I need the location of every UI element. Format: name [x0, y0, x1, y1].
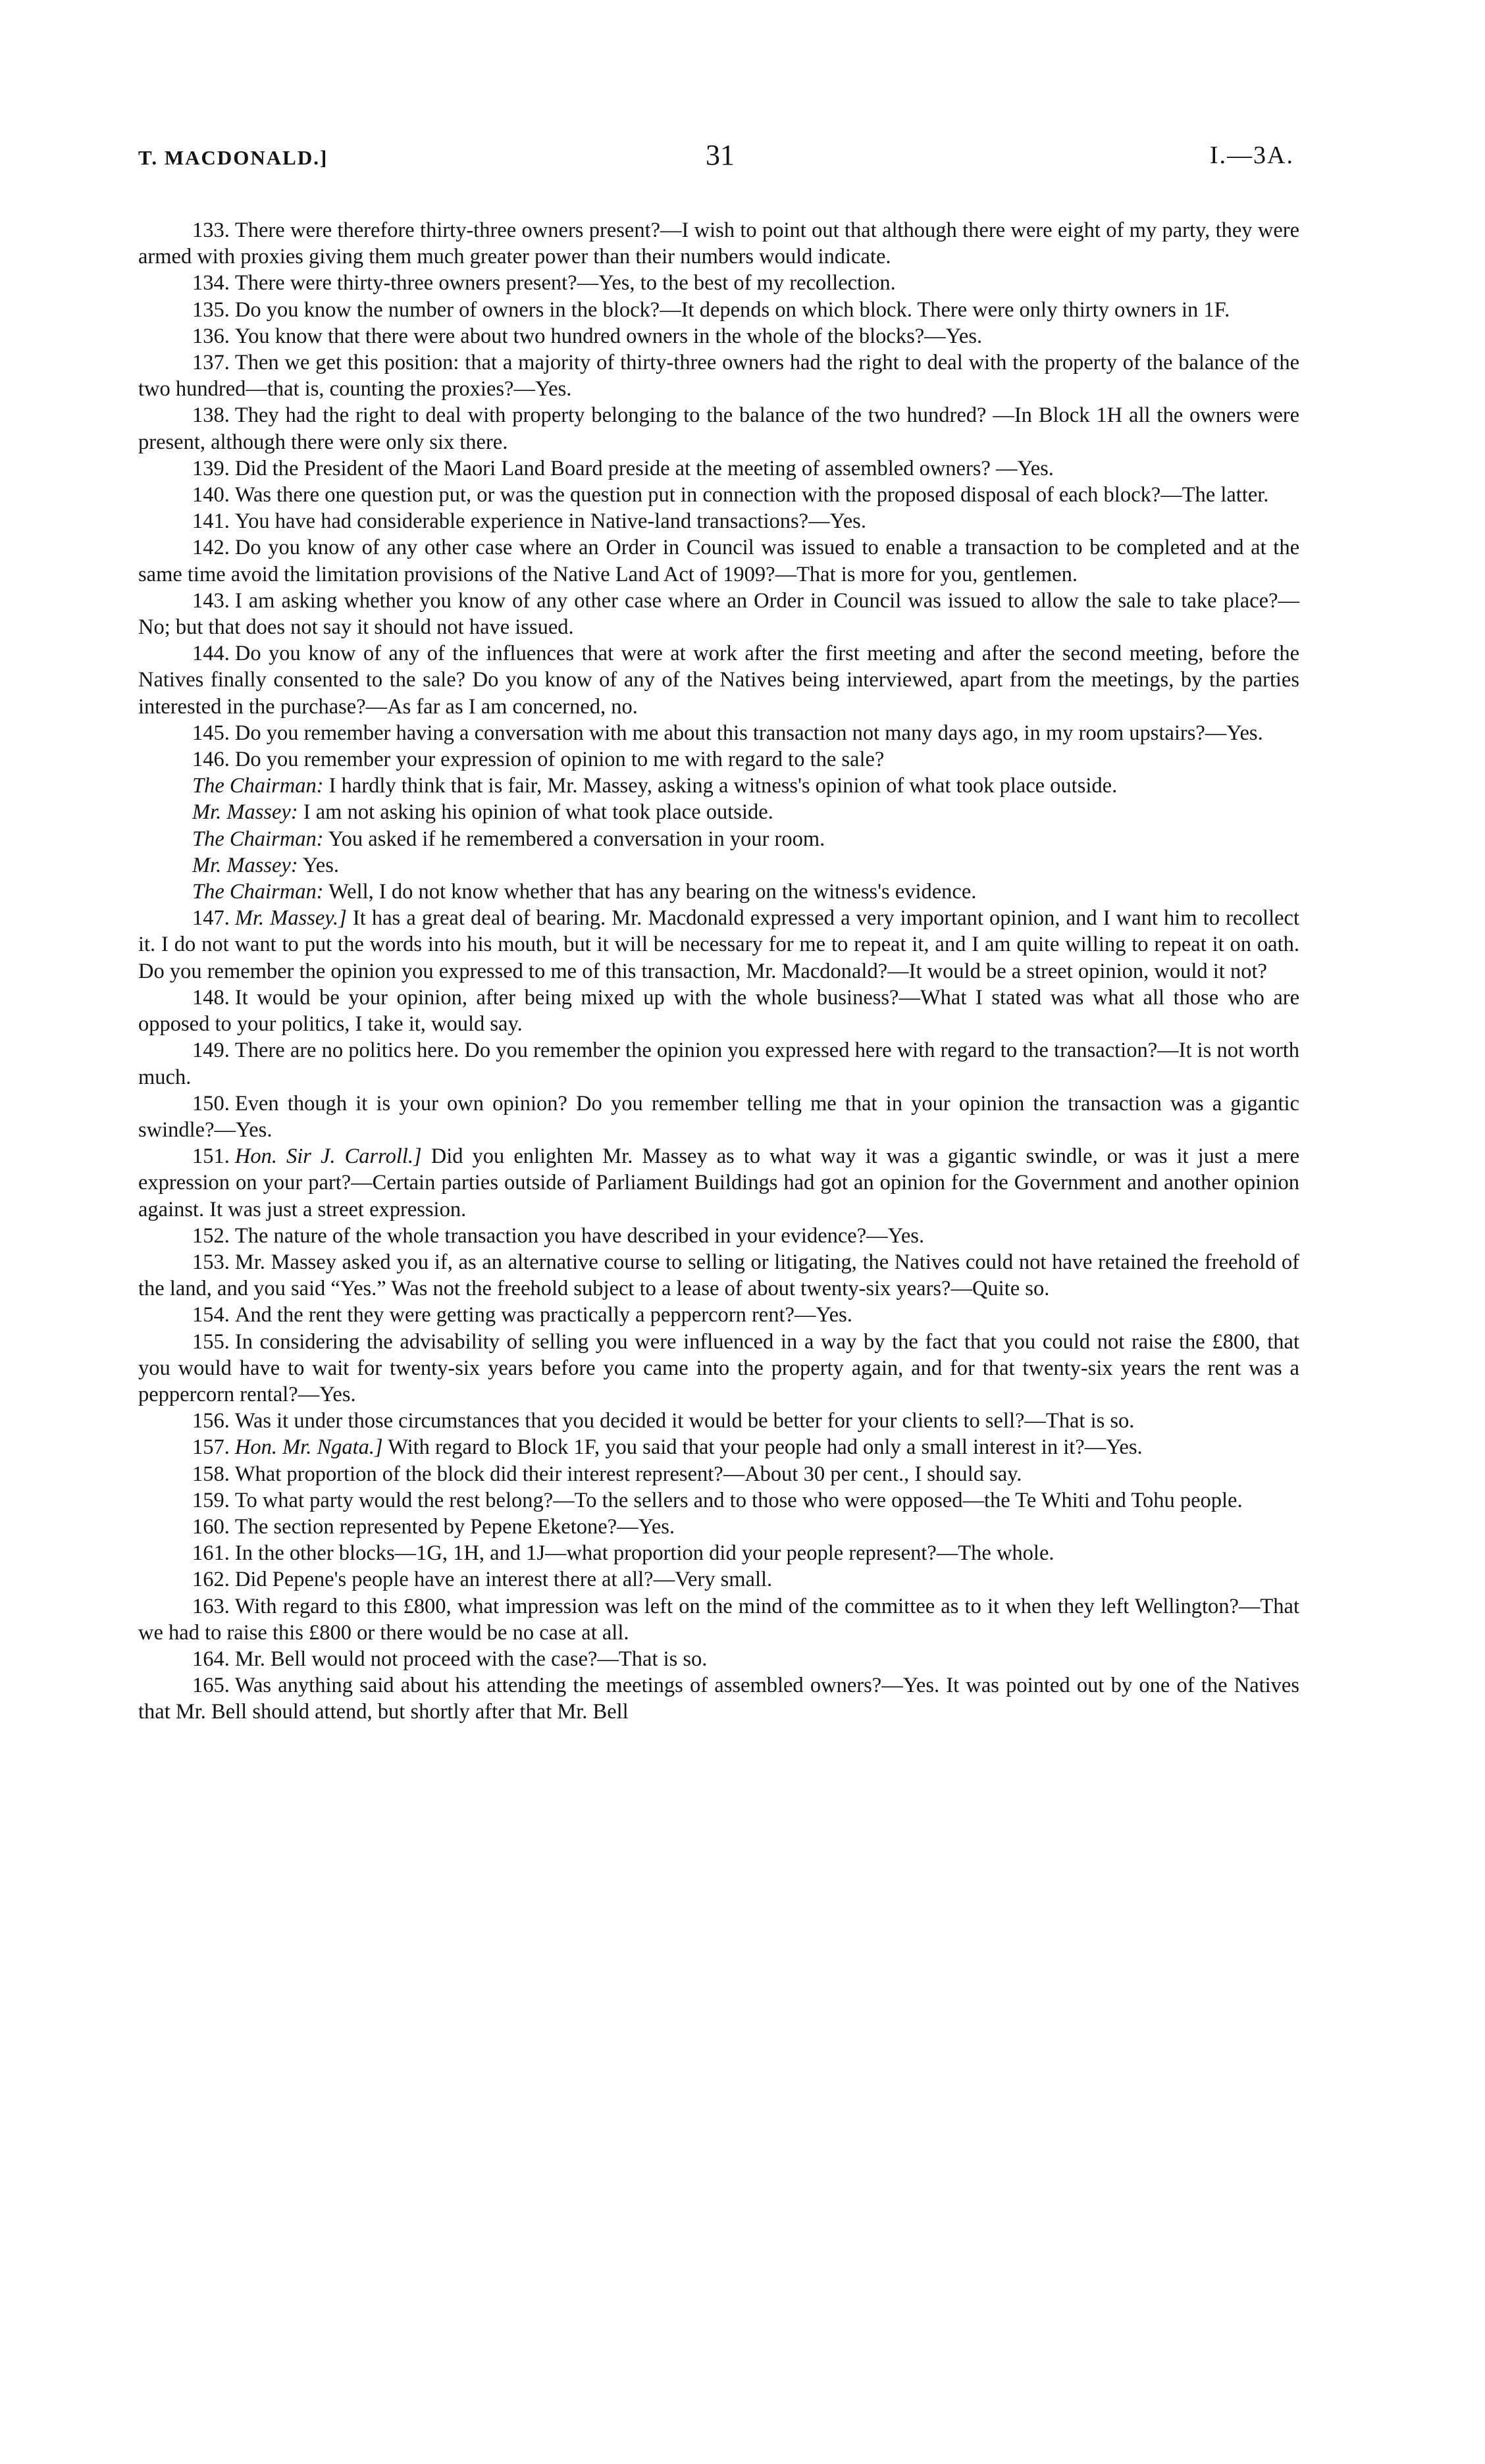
question-151: 151. Hon. Sir J. Carroll.] Did you enlighten Mr. Massey as to what way it was a gigantic swindle, or was it just a mere expression on your part?—Certain parties outside of Parliament Buildings had got an opinion for the Government and another opinion against. It was just a street expression. [138, 1144, 1299, 1221]
question-150: 150. Even though it is your own opinion? Do you remember telling me that in your opinion the transaction was a gigantic swindle?—Yes. [138, 1091, 1299, 1142]
question-153: 153. Mr. Massey asked you if, as an alternative course to selling or litigating, the Natives could not have retained the freehold of the land, and you said “Yes.” Was not the freehold subject to a lease of about twenty-six years?—Quite so. [138, 1250, 1299, 1301]
question-137: 137. Then we get this position: that a majority of thirty-three owners had the right to deal with the property of the balance of the two hundred—that is, counting the proxies?—Yes. [138, 351, 1299, 401]
question-149: 149. There are no politics here. Do you remember the opinion you expressed here with regard to the transaction?—It is not worth much. [138, 1039, 1299, 1089]
question-163: 163. With regard to this £800, what impression was left on the mind of the committee as to it when they left Wellington?—That we had to raise this £800 or there would be no case at all. [138, 1594, 1299, 1645]
speaker-remark: Mr. Massey: Yes. [192, 853, 340, 877]
question-140: 140. Was there one question put, or was the question put in connection with the proposed disposal of each block?—The latter. [192, 483, 1269, 507]
question-134: 134. There were thirty-three owners present?—Yes, to the best of my recollection. [192, 271, 896, 295]
question-147: 147. Mr. Massey.] It has a great deal of bearing. Mr. Macdonald expressed a very important opinion, and I want him to recollect it. I do not want to put the words into his mouth, but it will be necessary for me to repeat it, and I am quite willing to repeat it on oath. Do you remember the opinion you expressed to me of this transaction, Mr. Macdonald?—It would be a street opinion, would it not? [138, 906, 1300, 983]
question-165: 165. Was anything said about his attending the meetings of assembled owners?—Yes. It was pointed out by one of the Natives that Mr. Bell should attend, but shortly after that Mr. Bell [138, 1674, 1299, 1724]
question-139: 139. Did the President of the Maori Land Board preside at the meeting of assembled owners? —Yes. [192, 456, 1054, 480]
question-138: 138. They had the right to deal with property belonging to the balance of the two hundred? —In Block 1H all the owners were present, although there were only six there. [138, 403, 1299, 454]
question-142: 142. Do you know of any other case where an Order in Council was issued to enable a transaction to be completed and at the same time avoid the limitation provisions of the Native Land Act of 1909?—That is more for you, gentlemen. [138, 536, 1299, 586]
speaker-remark: The Chairman: Well, I do not know whether that has any bearing on the witness's evidence. [192, 880, 977, 904]
speaker-remark: The Chairman: You asked if he remembered a conversation in your room. [192, 827, 825, 851]
question-160: 160. The section represented by Pepene Eketone?—Yes. [192, 1514, 675, 1539]
question-159: 159. To what party would the rest belong?—To the sellers and to those who were opposed—the Te Whiti and Tohu people. [192, 1488, 1243, 1512]
question-162: 162. Did Pepene's people have an interest there at all?—Very small. [192, 1568, 773, 1592]
question-157: 157. Hon. Mr. Ngata.] With regard to Block 1F, you said that your people had only a small interest in it?—Yes. [192, 1435, 1143, 1460]
question-154: 154. And the rent they were getting was practically a peppercorn rent?—Yes. [192, 1303, 852, 1327]
speaker-remark: The Chairman: I hardly think that is fair, Mr. Massey, asking a witness's opinion of what took place outside. [192, 774, 1118, 798]
document-reference: I.—3A. [1209, 141, 1294, 169]
page-header [138, 138, 1299, 178]
question-164: 164. Mr. Bell would not proceed with the case?—That is so. [192, 1647, 708, 1671]
question-152: 152. The nature of the whole transaction you have described in your evidence?—Yes. [192, 1223, 925, 1248]
question-146: 146. Do you remember your expression of opinion to me with regard to the sale? [192, 748, 885, 772]
speaker-remark: Mr. Massey: I am not asking his opinion of what took place outside. [192, 800, 773, 825]
question-133: 133. There were therefore thirty-three owners present?—I wish to point out that although there were eight of my party, they were armed with proxies giving them much greater power than their numbers would indicate. [138, 218, 1299, 269]
question-145: 145. Do you remember having a conversation with me about this transaction not many days ago, in my room upstairs?—Yes. [192, 721, 1263, 745]
question-135: 135. Do you know the number of owners in the block?—It depends on which block. There were only thirty owners in 1F. [192, 297, 1230, 322]
testimony-body [138, 217, 1299, 1726]
header-witness-name: T. MACDONALD.] [138, 146, 328, 169]
question-141: 141. You have had considerable experience in Native-land transactions?—Yes. [192, 509, 866, 534]
question-136: 136. You know that there were about two hundred owners in the whole of the blocks?—Yes. [192, 324, 983, 348]
question-158: 158. What proportion of the block did their interest represent?—About 30 per cent., I should say. [192, 1462, 1022, 1486]
question-155: 155. In considering the advisability of selling you were influenced in a way by the fact that you could not raise the £800, that you would have to wait for twenty-six years before you came into the property again, and for that twenty-six years the rent was a peppercorn rental?—Yes. [138, 1329, 1299, 1406]
question-143: 143. I am asking whether you know of any other case where an Order in Council was issued to allow the sale to take place?—No; but that does not say it should not have issued. [138, 588, 1299, 640]
question-144: 144. Do you know of any of the influences that were at work after the first meeting and after the second meeting, before the Natives finally consented to the sale? Do you know of any of the Natives being interviewed, apart from the meetings, by the parties interested in the purchase?—As far as I am concerned, no. [138, 642, 1299, 719]
question-156: 156. Was it under those circumstances that you decided it would be better for your clients to sell?—That is so. [192, 1409, 1135, 1433]
question-161: 161. In the other blocks—1G, 1H, and 1J—what proportion did your people represent?—The whole. [192, 1541, 1055, 1566]
page-number: 31 [706, 139, 735, 171]
document-page [138, 138, 1299, 1726]
question-148: 148. It would be your opinion, after being mixed up with the whole business?—What I stated was what all those who are opposed to your politics, I take it, would say. [138, 985, 1299, 1037]
